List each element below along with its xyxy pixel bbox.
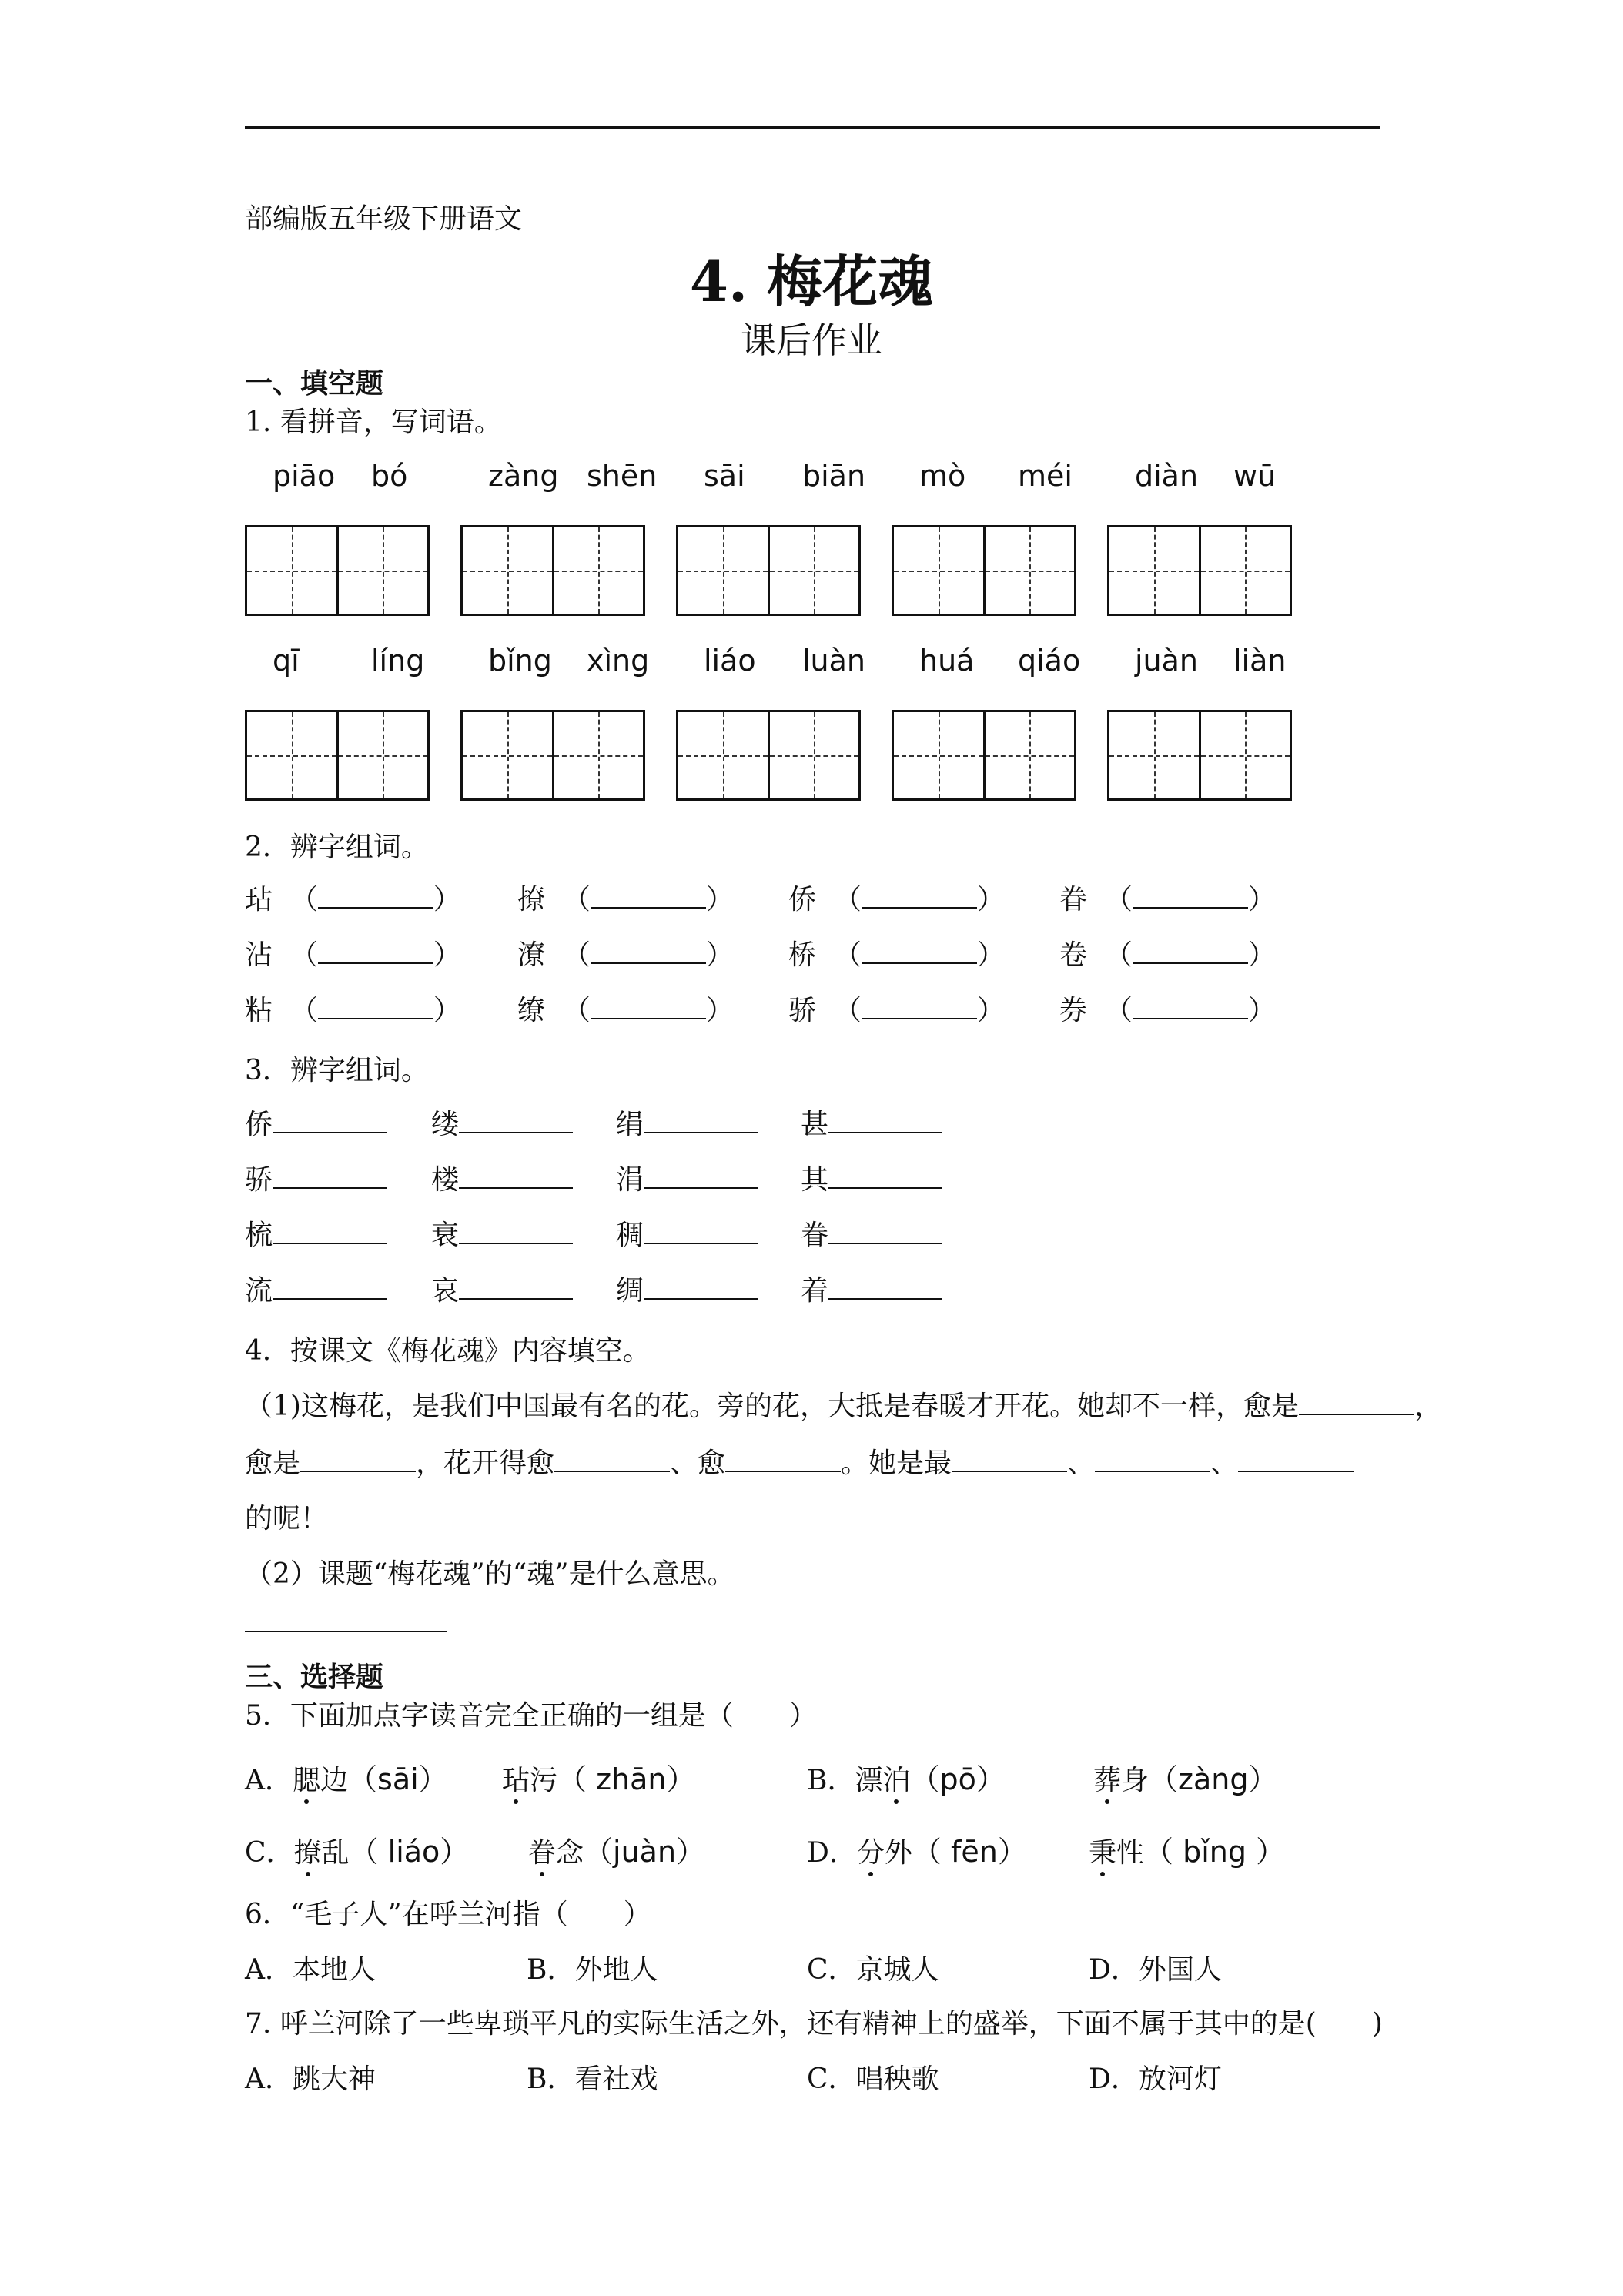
q4-line1 bbox=[245, 1384, 1442, 1424]
paren: ） bbox=[976, 939, 1005, 971]
pinyin-syllable: biān bbox=[802, 459, 866, 493]
pinyin-syllable: wū bbox=[1233, 459, 1277, 493]
q6-option[interactable]: C．京城人 bbox=[807, 1954, 939, 1986]
paren: ） bbox=[1247, 884, 1276, 915]
answer-blank[interactable] bbox=[828, 1220, 942, 1244]
answer-blank[interactable] bbox=[644, 1109, 758, 1133]
q2-item bbox=[788, 989, 1005, 1028]
q3-item bbox=[245, 1158, 387, 1197]
row1-writing-box[interactable] bbox=[245, 525, 430, 616]
option-label: D． bbox=[807, 1837, 857, 1869]
q4-text: （1)这梅花，是我们中国最有名的花。旁的花，大抵是春暖才开花。她却不一样，愈是 bbox=[245, 1391, 1299, 1422]
q5-word: 腮边 bbox=[293, 1765, 349, 1796]
q5-option-d[interactable]: D．分外（ fēn） bbox=[807, 1835, 1027, 1869]
paren: （ bbox=[545, 884, 591, 915]
answer-blank[interactable] bbox=[725, 1448, 841, 1472]
pinyin-syllable: liáo bbox=[704, 644, 756, 678]
paren: ） bbox=[705, 995, 734, 1026]
answer-blank[interactable] bbox=[591, 939, 706, 964]
pinyin: （sāi） bbox=[348, 1762, 448, 1796]
q3-item bbox=[801, 1269, 942, 1308]
q2-item bbox=[517, 878, 734, 917]
answer-blank[interactable] bbox=[318, 939, 433, 964]
q2-item bbox=[517, 933, 734, 972]
tian-zi-cell[interactable] bbox=[463, 527, 552, 614]
q6-prompt: 6．“毛子人”在呼兰河指（ ） bbox=[245, 1899, 651, 1930]
q5-option-a2: 玷污（ zhān） bbox=[502, 1762, 696, 1796]
row1-writing-box[interactable] bbox=[460, 525, 645, 616]
answer-blank[interactable] bbox=[1299, 1391, 1414, 1415]
q3-item bbox=[431, 1269, 573, 1308]
option-label: B． bbox=[807, 1765, 855, 1796]
pinyin-syllable: shēn bbox=[587, 459, 658, 493]
answer-blank[interactable] bbox=[828, 1164, 942, 1189]
pinyin-syllable: qiáo bbox=[1018, 644, 1081, 678]
q2-char: 卷 bbox=[1059, 939, 1088, 971]
answer-blank[interactable] bbox=[1238, 1448, 1354, 1472]
answer-blank[interactable] bbox=[554, 1448, 670, 1472]
q5-option-d2: 秉性（ bǐng ） bbox=[1089, 1835, 1286, 1869]
q3-char: 眷 bbox=[801, 1220, 829, 1251]
paren: （ bbox=[545, 995, 591, 1026]
q3-item bbox=[245, 1213, 387, 1253]
tian-zi-cell[interactable] bbox=[336, 527, 428, 614]
q7-option[interactable]: D．放河灯 bbox=[1089, 2063, 1222, 2095]
q2-item bbox=[1059, 989, 1276, 1028]
tian-zi-cell[interactable] bbox=[983, 712, 1075, 798]
answer-blank[interactable] bbox=[459, 1220, 573, 1244]
q7-option[interactable]: A．跳大神 bbox=[245, 2063, 376, 2095]
paren: ） bbox=[433, 884, 461, 915]
q3-char: 楼 bbox=[431, 1164, 460, 1196]
row2-writing-box[interactable] bbox=[892, 710, 1076, 801]
tian-zi-cell[interactable] bbox=[983, 527, 1075, 614]
page-title: 4. 梅花魂 bbox=[689, 249, 934, 314]
q5-option-b2: 葬身（zàng） bbox=[1093, 1762, 1278, 1796]
q2-item bbox=[788, 933, 1005, 972]
q5-prompt: 5．下面加点字读音完全正确的一组是（ ） bbox=[245, 1700, 817, 1732]
row1-writing-box[interactable] bbox=[892, 525, 1076, 616]
paren: （ bbox=[1087, 884, 1133, 915]
q3-item bbox=[431, 1213, 573, 1253]
q3-item bbox=[801, 1213, 942, 1253]
q3-char: 骄 bbox=[245, 1164, 273, 1196]
answer-blank[interactable] bbox=[273, 1220, 387, 1244]
q2-char: 沾 bbox=[245, 939, 273, 971]
paren: ） bbox=[1247, 939, 1276, 971]
pinyin-syllable: zàng bbox=[488, 459, 559, 493]
top-rule bbox=[245, 126, 1380, 129]
q3-prompt: 3．辨字组词。 bbox=[245, 1055, 429, 1086]
tian-zi-cell[interactable] bbox=[463, 712, 552, 798]
q2-char: 骄 bbox=[788, 995, 817, 1026]
answer-blank[interactable] bbox=[273, 1109, 387, 1133]
q2-item bbox=[245, 878, 461, 917]
answer-blank[interactable] bbox=[591, 884, 706, 909]
q3-item bbox=[431, 1103, 573, 1142]
page-subtitle: 课后作业 bbox=[741, 320, 882, 361]
q3-item bbox=[245, 1269, 387, 1308]
answer-blank[interactable] bbox=[644, 1164, 758, 1189]
tian-zi-cell[interactable] bbox=[247, 712, 336, 798]
paren: ） bbox=[1247, 995, 1276, 1026]
pinyin-syllable: luàn bbox=[802, 644, 866, 678]
q3-char: 甚 bbox=[801, 1109, 829, 1140]
q3-item bbox=[431, 1158, 573, 1197]
answer-blank[interactable] bbox=[828, 1109, 942, 1133]
tian-zi-cell[interactable] bbox=[894, 712, 983, 798]
q4-text: 、愈 bbox=[670, 1448, 726, 1479]
q4-line2 bbox=[245, 1441, 1354, 1481]
q2-char: 侨 bbox=[788, 884, 817, 915]
dotted-char: 眷 bbox=[528, 1837, 557, 1869]
option-label: A． bbox=[245, 1765, 293, 1796]
q3-char: 稠 bbox=[616, 1220, 644, 1251]
pinyin: （zàng） bbox=[1149, 1762, 1278, 1796]
row2-writing-box[interactable] bbox=[460, 710, 645, 801]
pinyin-syllable: líng bbox=[371, 644, 425, 678]
paren: （ bbox=[816, 884, 862, 915]
q2-char: 券 bbox=[1059, 995, 1088, 1026]
tian-zi-cell[interactable] bbox=[768, 527, 859, 614]
q2-item bbox=[1059, 878, 1276, 917]
q1-prompt: 1. 看拼音，写词语。 bbox=[245, 407, 502, 438]
q2-char: 粘 bbox=[245, 995, 273, 1026]
pinyin-syllable: bǐng bbox=[488, 644, 552, 678]
q3-char: 绸 bbox=[616, 1275, 644, 1307]
paren: ） bbox=[705, 884, 734, 915]
section1-heading: 一、填空题 bbox=[245, 367, 384, 400]
pinyin-syllable: qī bbox=[273, 644, 300, 678]
row1-writing-box[interactable] bbox=[1107, 525, 1292, 616]
q3-char: 其 bbox=[801, 1164, 829, 1196]
paren: （ bbox=[816, 939, 862, 971]
course-label: 部编版五年级下册语文 bbox=[245, 203, 523, 235]
pinyin: （ bǐng ） bbox=[1144, 1835, 1286, 1869]
q4-text: 、 bbox=[1210, 1448, 1239, 1479]
q7-option[interactable]: C．唱秧歌 bbox=[807, 2063, 939, 2095]
answer-blank[interactable] bbox=[828, 1275, 942, 1300]
pinyin: （ fēn） bbox=[912, 1835, 1027, 1869]
q5-option-c2: 眷念（juàn） bbox=[528, 1835, 706, 1869]
q2-char: 眷 bbox=[1059, 884, 1088, 915]
dotted-char: 秉 bbox=[1089, 1837, 1117, 1869]
tian-zi-cell[interactable] bbox=[1199, 712, 1290, 798]
q3-char: 梳 bbox=[245, 1220, 273, 1251]
paren: （ bbox=[273, 939, 318, 971]
q3-char: 缕 bbox=[431, 1109, 460, 1140]
tian-zi-cell[interactable] bbox=[552, 712, 644, 798]
answer-blank[interactable] bbox=[591, 995, 706, 1019]
answer-line[interactable] bbox=[245, 1631, 447, 1632]
row1-writing-box[interactable] bbox=[676, 525, 861, 616]
paren: ） bbox=[976, 884, 1005, 915]
option-label: C． bbox=[245, 1837, 294, 1869]
dotted-char: 腮 bbox=[293, 1765, 321, 1796]
q2-item bbox=[517, 989, 734, 1028]
answer-blank[interactable] bbox=[644, 1275, 758, 1300]
pinyin: （pō） bbox=[910, 1762, 1006, 1796]
q2-char: 撩 bbox=[517, 884, 546, 915]
paren: （ bbox=[273, 884, 318, 915]
dotted-char: 撩 bbox=[293, 1837, 322, 1869]
tian-zi-cell[interactable] bbox=[1109, 527, 1199, 614]
q5-option-a[interactable] bbox=[245, 1755, 448, 1798]
pinyin-syllable: liàn bbox=[1233, 644, 1287, 678]
q7-option[interactable]: B．看社戏 bbox=[527, 2063, 658, 2095]
q3-char: 流 bbox=[245, 1275, 273, 1307]
tian-zi-cell[interactable] bbox=[678, 527, 768, 614]
dotted-char: 玷 bbox=[502, 1765, 530, 1796]
answer-blank[interactable] bbox=[459, 1164, 573, 1189]
pinyin-syllable: juàn bbox=[1135, 644, 1199, 678]
q3-char: 侨 bbox=[245, 1109, 273, 1140]
pinyin: （ zhān） bbox=[557, 1762, 696, 1796]
pinyin-syllable: piāo bbox=[273, 459, 336, 493]
q3-char: 着 bbox=[801, 1275, 829, 1307]
answer-blank[interactable] bbox=[1133, 884, 1248, 909]
pinyin: （ liáo） bbox=[349, 1835, 470, 1869]
tian-zi-cell[interactable] bbox=[1199, 527, 1290, 614]
q2-char: 桥 bbox=[788, 939, 817, 971]
answer-blank[interactable] bbox=[300, 1448, 416, 1472]
dotted-char: 葬 bbox=[1093, 1765, 1122, 1796]
answer-blank[interactable] bbox=[1133, 995, 1248, 1019]
tian-zi-cell[interactable] bbox=[1109, 712, 1199, 798]
q4-text: 。她是最 bbox=[841, 1448, 952, 1479]
tian-zi-cell[interactable] bbox=[894, 527, 983, 614]
q4-line3: 的呢！ bbox=[245, 1503, 329, 1535]
paren: （ bbox=[273, 995, 318, 1026]
dotted-char: 分 bbox=[856, 1837, 885, 1869]
answer-blank[interactable] bbox=[318, 884, 433, 909]
paren: ） bbox=[433, 939, 461, 971]
answer-blank[interactable] bbox=[952, 1448, 1067, 1472]
paren: ） bbox=[705, 939, 734, 971]
q4-text: 愈是 bbox=[245, 1448, 301, 1479]
q2-prompt: 2．辨字组词。 bbox=[245, 832, 429, 863]
q3-item bbox=[616, 1213, 758, 1253]
q2-item bbox=[245, 933, 461, 972]
q7-prompt: 7. 呼兰河除了一些卑琐平凡的实际生活之外，还有精神上的盛举，下面不属于其中的是( ) bbox=[245, 2008, 1383, 2040]
answer-blank[interactable] bbox=[862, 995, 977, 1019]
pinyin-syllable: mò bbox=[919, 459, 966, 493]
row2-writing-box[interactable] bbox=[245, 710, 430, 801]
answer-blank[interactable] bbox=[273, 1164, 387, 1189]
answer-blank[interactable] bbox=[273, 1275, 387, 1300]
q3-char: 涓 bbox=[616, 1164, 644, 1196]
pinyin-syllable: xìng bbox=[587, 644, 650, 678]
paren: （ bbox=[816, 995, 862, 1026]
q5-option-b[interactable]: B．漂泊（pō） bbox=[807, 1762, 1006, 1796]
q4-text: ， bbox=[1414, 1391, 1442, 1422]
tian-zi-cell[interactable] bbox=[247, 527, 336, 614]
paren: （ bbox=[1087, 995, 1133, 1026]
q3-char: 绢 bbox=[616, 1109, 644, 1140]
q4-text: ，花开得愈 bbox=[416, 1448, 555, 1479]
answer-blank[interactable] bbox=[1095, 1448, 1210, 1472]
paren: （ bbox=[1087, 939, 1133, 971]
paren: ） bbox=[433, 995, 461, 1026]
q2-char: 潦 bbox=[517, 939, 546, 971]
q6-option[interactable]: B．外地人 bbox=[527, 1954, 658, 1986]
pinyin-syllable: huá bbox=[919, 644, 975, 678]
q3-item bbox=[245, 1103, 387, 1142]
q2-char: 缭 bbox=[517, 995, 546, 1026]
q3-item bbox=[801, 1103, 942, 1142]
answer-blank[interactable] bbox=[862, 884, 977, 909]
q2-item bbox=[1059, 933, 1276, 972]
q2-item bbox=[245, 989, 461, 1028]
q3-item bbox=[616, 1103, 758, 1142]
tian-zi-cell[interactable] bbox=[768, 712, 859, 798]
answer-blank[interactable] bbox=[459, 1109, 573, 1133]
paren: ） bbox=[976, 995, 1005, 1026]
paren: （ bbox=[545, 939, 591, 971]
q6-option[interactable]: A．本地人 bbox=[245, 1954, 376, 1986]
q4-text: 、 bbox=[1067, 1448, 1096, 1479]
pinyin-syllable: bó bbox=[371, 459, 408, 493]
q3-char: 衰 bbox=[431, 1220, 460, 1251]
q5-option-c[interactable]: C．撩乱（ liáo） bbox=[245, 1835, 470, 1869]
q6-option[interactable]: D．外国人 bbox=[1089, 1954, 1222, 1986]
answer-blank[interactable] bbox=[318, 995, 433, 1019]
q3-char: 哀 bbox=[431, 1275, 460, 1307]
tian-zi-cell[interactable] bbox=[336, 712, 428, 798]
tian-zi-cell[interactable] bbox=[678, 712, 768, 798]
row2-writing-box[interactable] bbox=[1107, 710, 1292, 801]
dotted-char: 泊 bbox=[882, 1765, 911, 1796]
q4-prompt: 4．按课文《梅花魂》内容填空。 bbox=[245, 1335, 651, 1367]
q4-line4: （2）课题“梅花魂”的“魂”是什么意思。 bbox=[245, 1558, 735, 1590]
q3-item bbox=[801, 1158, 942, 1197]
section3-heading: 三、选择题 bbox=[245, 1661, 384, 1693]
pinyin-syllable: sāi bbox=[704, 459, 745, 493]
answer-blank[interactable] bbox=[1133, 939, 1248, 964]
tian-zi-cell[interactable] bbox=[552, 527, 644, 614]
pinyin-syllable: diàn bbox=[1135, 459, 1199, 493]
row2-writing-box[interactable] bbox=[676, 710, 861, 801]
pinyin-syllable: méi bbox=[1018, 459, 1073, 493]
pinyin: （juàn） bbox=[584, 1835, 706, 1869]
answer-blank[interactable] bbox=[862, 939, 977, 964]
q2-char: 玷 bbox=[245, 884, 273, 915]
q3-item bbox=[616, 1158, 758, 1197]
q3-item bbox=[616, 1269, 758, 1308]
answer-blank[interactable] bbox=[644, 1220, 758, 1244]
q2-item bbox=[788, 878, 1005, 917]
answer-blank[interactable] bbox=[459, 1275, 573, 1300]
